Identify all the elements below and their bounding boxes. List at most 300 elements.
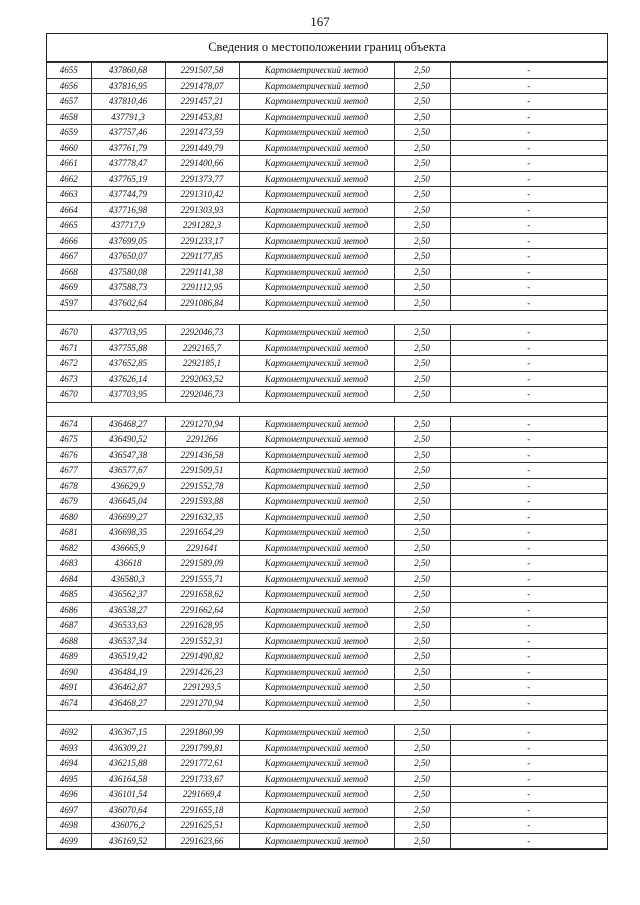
description-cell: - [450,478,607,494]
table-row [47,447,607,463]
x-coordinate-cell: 436538,27 [91,602,165,618]
accuracy-cell: 2,50 [394,833,450,849]
accuracy-cell: 2,50 [394,109,450,125]
accuracy-cell: 2,50 [394,463,450,479]
y-coordinate-cell: 2291623,66 [165,833,239,849]
coordinates-table [47,62,607,849]
y-coordinate-cell: 2291478,07 [165,78,239,94]
table-row [47,280,607,296]
method-cell: Картометрический метод [239,494,394,510]
method-cell: Картометрический метод [239,109,394,125]
accuracy-cell: 2,50 [394,494,450,510]
x-coordinate-cell: 437580,08 [91,264,165,280]
description-cell: - [450,187,607,203]
y-coordinate-cell: 2291641 [165,540,239,556]
description-cell: - [450,680,607,696]
x-coordinate-cell: 437717,9 [91,218,165,234]
point-number-cell: 4690 [47,664,91,680]
point-number-cell: 4660 [47,140,91,156]
table-row [47,325,607,341]
table-row [47,633,607,649]
method-cell: Картометрический метод [239,771,394,787]
table-row [47,218,607,234]
y-coordinate-cell: 2291449,79 [165,140,239,156]
method-cell: Картометрический метод [239,525,394,541]
x-coordinate-cell: 436645,04 [91,494,165,510]
method-cell: Картометрический метод [239,680,394,696]
table-row [47,587,607,603]
y-coordinate-cell: 2291669,4 [165,787,239,803]
x-coordinate-cell: 436367,15 [91,725,165,741]
method-cell: Картометрический метод [239,295,394,311]
point-number-cell: 4661 [47,156,91,172]
method-cell: Картометрический метод [239,818,394,834]
method-cell: Картометрический метод [239,416,394,432]
description-cell: - [450,171,607,187]
accuracy-cell: 2,50 [394,633,450,649]
table-row [47,771,607,787]
description-cell: - [450,371,607,387]
accuracy-cell: 2,50 [394,525,450,541]
y-coordinate-cell: 2291772,61 [165,756,239,772]
point-number-cell: 4691 [47,680,91,696]
y-coordinate-cell: 2291270,94 [165,416,239,432]
table-row [47,494,607,510]
point-number-cell: 4657 [47,94,91,110]
point-number-cell: 4670 [47,387,91,403]
y-coordinate-cell: 2291270,94 [165,695,239,711]
y-coordinate-cell: 2291632,35 [165,509,239,525]
accuracy-cell: 2,50 [394,740,450,756]
description-cell: - [450,525,607,541]
y-coordinate-cell: 2292046,73 [165,325,239,341]
x-coordinate-cell: 437588,73 [91,280,165,296]
point-number-cell: 4695 [47,771,91,787]
accuracy-cell: 2,50 [394,371,450,387]
table-row [47,540,607,556]
description-cell: - [450,140,607,156]
description-cell: - [450,771,607,787]
y-coordinate-cell: 2291177,85 [165,249,239,265]
description-cell: - [450,494,607,510]
y-coordinate-cell: 2291507,58 [165,63,239,79]
table-row [47,371,607,387]
accuracy-cell: 2,50 [394,602,450,618]
description-cell: - [450,787,607,803]
accuracy-cell: 2,50 [394,432,450,448]
point-number-cell: 4669 [47,280,91,296]
table-row [47,356,607,372]
accuracy-cell: 2,50 [394,218,450,234]
point-number-cell: 4666 [47,233,91,249]
x-coordinate-cell: 437860,68 [91,63,165,79]
description-cell: - [450,295,607,311]
description-cell: - [450,587,607,603]
method-cell: Картометрический метод [239,509,394,525]
table-row [47,802,607,818]
method-cell: Картометрический метод [239,649,394,665]
x-coordinate-cell: 437761,79 [91,140,165,156]
point-number-cell: 4685 [47,587,91,603]
table-row [47,602,607,618]
group-separator-row [47,402,607,416]
point-number-cell: 4597 [47,295,91,311]
method-cell: Картометрический метод [239,802,394,818]
y-coordinate-cell: 2291662,64 [165,602,239,618]
table-row [47,463,607,479]
x-coordinate-cell: 436169,52 [91,833,165,849]
accuracy-cell: 2,50 [394,125,450,141]
table-row [47,140,607,156]
table-row [47,63,607,79]
method-cell: Картометрический метод [239,187,394,203]
accuracy-cell: 2,50 [394,725,450,741]
point-number-cell: 4659 [47,125,91,141]
x-coordinate-cell: 436164,58 [91,771,165,787]
x-coordinate-cell: 436665,9 [91,540,165,556]
y-coordinate-cell: 2291293,5 [165,680,239,696]
y-coordinate-cell: 2291310,42 [165,187,239,203]
table-row [47,740,607,756]
method-cell: Картометрический метод [239,478,394,494]
method-cell: Картометрический метод [239,463,394,479]
description-cell: - [450,156,607,172]
y-coordinate-cell: 2291589,09 [165,556,239,572]
point-number-cell: 4680 [47,509,91,525]
table-row [47,94,607,110]
method-cell: Картометрический метод [239,587,394,603]
table-row [47,509,607,525]
table-row [47,695,607,711]
description-cell: - [450,94,607,110]
table-row [47,680,607,696]
point-number-cell: 4665 [47,218,91,234]
description-cell: - [450,618,607,634]
method-cell: Картометрический метод [239,202,394,218]
description-cell: - [450,233,607,249]
y-coordinate-cell: 2291453,81 [165,109,239,125]
y-coordinate-cell: 2291552,31 [165,633,239,649]
accuracy-cell: 2,50 [394,478,450,494]
accuracy-cell: 2,50 [394,202,450,218]
point-number-cell: 4692 [47,725,91,741]
x-coordinate-cell: 437778,47 [91,156,165,172]
y-coordinate-cell: 2291457,21 [165,94,239,110]
method-cell: Картометрический метод [239,740,394,756]
method-cell: Картометрический метод [239,218,394,234]
table-row [47,618,607,634]
description-cell: - [450,280,607,296]
table-row [47,556,607,572]
x-coordinate-cell: 436215,88 [91,756,165,772]
description-cell: - [450,416,607,432]
point-number-cell: 4662 [47,171,91,187]
table-title: Сведения о местоположении границ объекта [47,34,607,62]
accuracy-cell: 2,50 [394,387,450,403]
point-number-cell: 4686 [47,602,91,618]
accuracy-cell: 2,50 [394,649,450,665]
point-number-cell: 4676 [47,447,91,463]
accuracy-cell: 2,50 [394,156,450,172]
description-cell: - [450,387,607,403]
description-cell: - [450,664,607,680]
y-coordinate-cell: 2291086,84 [165,295,239,311]
coordinates-table-body [47,63,607,849]
accuracy-cell: 2,50 [394,556,450,572]
method-cell: Картометрический метод [239,280,394,296]
x-coordinate-cell: 437816,95 [91,78,165,94]
description-cell: - [450,463,607,479]
table-row [47,171,607,187]
y-coordinate-cell: 2291141,38 [165,264,239,280]
table-row [47,78,607,94]
method-cell: Картометрический метод [239,233,394,249]
x-coordinate-cell: 436698,35 [91,525,165,541]
description-cell: - [450,340,607,356]
accuracy-cell: 2,50 [394,771,450,787]
accuracy-cell: 2,50 [394,587,450,603]
description-cell: - [450,649,607,665]
x-coordinate-cell: 436468,27 [91,695,165,711]
x-coordinate-cell: 436309,21 [91,740,165,756]
x-coordinate-cell: 437765,19 [91,171,165,187]
accuracy-cell: 2,50 [394,787,450,803]
point-number-cell: 4655 [47,63,91,79]
group-separator-cell [47,402,607,416]
table-row [47,187,607,203]
method-cell: Картометрический метод [239,171,394,187]
y-coordinate-cell: 2291555,71 [165,571,239,587]
table-row [47,432,607,448]
accuracy-cell: 2,50 [394,416,450,432]
description-cell: - [450,432,607,448]
method-cell: Картометрический метод [239,432,394,448]
method-cell: Картометрический метод [239,371,394,387]
point-number-cell: 4674 [47,695,91,711]
table-row [47,818,607,834]
accuracy-cell: 2,50 [394,756,450,772]
x-coordinate-cell: 436580,3 [91,571,165,587]
method-cell: Картометрический метод [239,387,394,403]
y-coordinate-cell: 2291733,67 [165,771,239,787]
accuracy-cell: 2,50 [394,618,450,634]
method-cell: Картометрический метод [239,94,394,110]
point-number-cell: 4656 [47,78,91,94]
point-number-cell: 4678 [47,478,91,494]
method-cell: Картометрический метод [239,602,394,618]
description-cell: - [450,109,607,125]
boundary-table-container [46,33,608,850]
description-cell: - [450,540,607,556]
x-coordinate-cell: 437791,3 [91,109,165,125]
description-cell: - [450,556,607,572]
table-row [47,756,607,772]
point-number-cell: 4694 [47,756,91,772]
x-coordinate-cell: 436618 [91,556,165,572]
x-coordinate-cell: 436076,2 [91,818,165,834]
point-number-cell: 4675 [47,432,91,448]
table-row [47,725,607,741]
accuracy-cell: 2,50 [394,187,450,203]
table-row [47,478,607,494]
y-coordinate-cell: 2291860,99 [165,725,239,741]
description-cell: - [450,218,607,234]
method-cell: Картометрический метод [239,556,394,572]
method-cell: Картометрический метод [239,140,394,156]
accuracy-cell: 2,50 [394,340,450,356]
table-row [47,833,607,849]
point-number-cell: 4658 [47,109,91,125]
description-cell: - [450,63,607,79]
point-number-cell: 4664 [47,202,91,218]
table-row [47,125,607,141]
x-coordinate-cell: 436533,63 [91,618,165,634]
table-row [47,264,607,280]
accuracy-cell: 2,50 [394,78,450,94]
method-cell: Картометрический метод [239,787,394,803]
accuracy-cell: 2,50 [394,280,450,296]
x-coordinate-cell: 437703,95 [91,387,165,403]
method-cell: Картометрический метод [239,156,394,172]
point-number-cell: 4674 [47,416,91,432]
description-cell: - [450,725,607,741]
x-coordinate-cell: 436490,52 [91,432,165,448]
y-coordinate-cell: 2291112,95 [165,280,239,296]
x-coordinate-cell: 436101,54 [91,787,165,803]
method-cell: Картометрический метод [239,325,394,341]
y-coordinate-cell: 2292046,73 [165,387,239,403]
point-number-cell: 4673 [47,371,91,387]
method-cell: Картометрический метод [239,618,394,634]
x-coordinate-cell: 436562,37 [91,587,165,603]
method-cell: Картометрический метод [239,633,394,649]
accuracy-cell: 2,50 [394,447,450,463]
group-separator-row [47,711,607,725]
table-row [47,156,607,172]
method-cell: Картометрический метод [239,63,394,79]
description-cell: - [450,571,607,587]
x-coordinate-cell: 437755,88 [91,340,165,356]
accuracy-cell: 2,50 [394,509,450,525]
y-coordinate-cell: 2291266 [165,432,239,448]
x-coordinate-cell: 436547,38 [91,447,165,463]
table-row [47,525,607,541]
y-coordinate-cell: 2291658,62 [165,587,239,603]
description-cell: - [450,325,607,341]
description-cell: - [450,249,607,265]
y-coordinate-cell: 2291655,18 [165,802,239,818]
x-coordinate-cell: 436070,64 [91,802,165,818]
x-coordinate-cell: 436699,27 [91,509,165,525]
point-number-cell: 4697 [47,802,91,818]
y-coordinate-cell: 2291625,51 [165,818,239,834]
description-cell: - [450,264,607,280]
table-row [47,416,607,432]
x-coordinate-cell: 436462,87 [91,680,165,696]
table-row [47,649,607,665]
accuracy-cell: 2,50 [394,540,450,556]
table-row [47,249,607,265]
y-coordinate-cell: 2291282,3 [165,218,239,234]
method-cell: Картометрический метод [239,571,394,587]
method-cell: Картометрический метод [239,249,394,265]
table-row [47,787,607,803]
y-coordinate-cell: 2292165,7 [165,340,239,356]
x-coordinate-cell: 437652,85 [91,356,165,372]
method-cell: Картометрический метод [239,664,394,680]
table-row [47,109,607,125]
group-separator-row [47,311,607,325]
point-number-cell: 4668 [47,264,91,280]
accuracy-cell: 2,50 [394,94,450,110]
description-cell: - [450,833,607,849]
x-coordinate-cell: 437744,79 [91,187,165,203]
group-separator-cell [47,711,607,725]
method-cell: Картометрический метод [239,125,394,141]
accuracy-cell: 2,50 [394,695,450,711]
y-coordinate-cell: 2291426,23 [165,664,239,680]
accuracy-cell: 2,50 [394,571,450,587]
description-cell: - [450,202,607,218]
point-number-cell: 4684 [47,571,91,587]
accuracy-cell: 2,50 [394,171,450,187]
y-coordinate-cell: 2291233,17 [165,233,239,249]
y-coordinate-cell: 2291654,29 [165,525,239,541]
y-coordinate-cell: 2291509,51 [165,463,239,479]
method-cell: Картометрический метод [239,725,394,741]
x-coordinate-cell: 437602,64 [91,295,165,311]
x-coordinate-cell: 437699,05 [91,233,165,249]
point-number-cell: 4699 [47,833,91,849]
method-cell: Картометрический метод [239,78,394,94]
point-number-cell: 4667 [47,249,91,265]
method-cell: Картометрический метод [239,540,394,556]
point-number-cell: 4693 [47,740,91,756]
accuracy-cell: 2,50 [394,63,450,79]
table-row [47,664,607,680]
method-cell: Картометрический метод [239,264,394,280]
point-number-cell: 4663 [47,187,91,203]
point-number-cell: 4679 [47,494,91,510]
description-cell: - [450,447,607,463]
accuracy-cell: 2,50 [394,818,450,834]
point-number-cell: 4696 [47,787,91,803]
y-coordinate-cell: 2291490,82 [165,649,239,665]
x-coordinate-cell: 436577,67 [91,463,165,479]
accuracy-cell: 2,50 [394,680,450,696]
point-number-cell: 4689 [47,649,91,665]
description-cell: - [450,78,607,94]
x-coordinate-cell: 436537,34 [91,633,165,649]
table-row [47,295,607,311]
point-number-cell: 4677 [47,463,91,479]
point-number-cell: 4698 [47,818,91,834]
table-row [47,233,607,249]
description-cell: - [450,356,607,372]
y-coordinate-cell: 2291473,59 [165,125,239,141]
description-cell: - [450,818,607,834]
accuracy-cell: 2,50 [394,140,450,156]
description-cell: - [450,602,607,618]
point-number-cell: 4683 [47,556,91,572]
x-coordinate-cell: 436629,9 [91,478,165,494]
y-coordinate-cell: 2291400,66 [165,156,239,172]
point-number-cell: 4672 [47,356,91,372]
x-coordinate-cell: 436468,27 [91,416,165,432]
table-row [47,202,607,218]
accuracy-cell: 2,50 [394,325,450,341]
description-cell: - [450,756,607,772]
